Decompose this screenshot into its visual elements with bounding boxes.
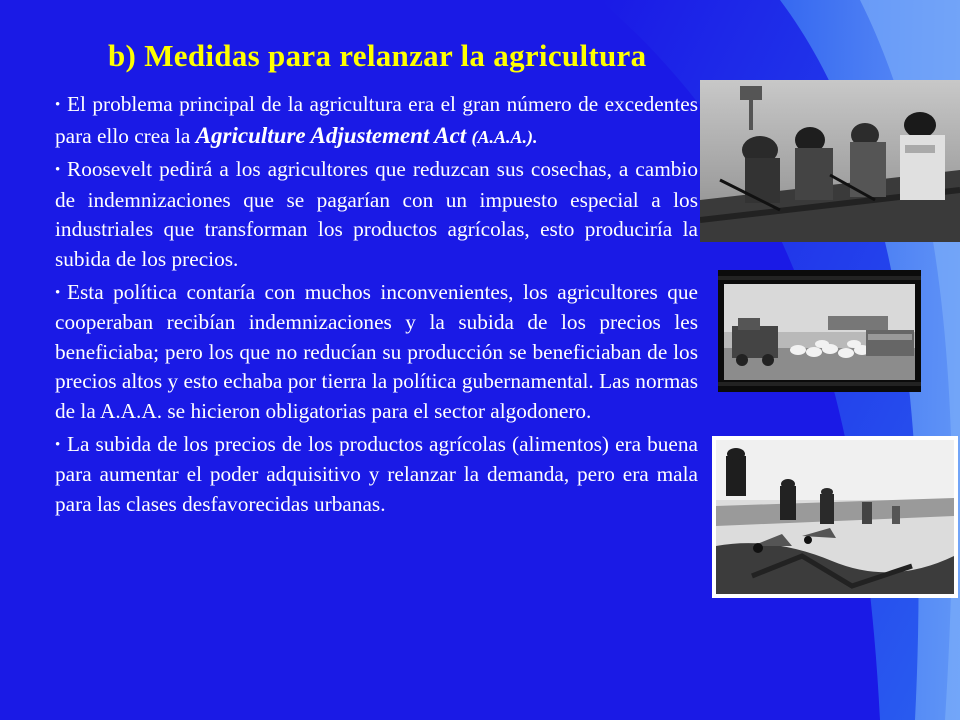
- bullet-list: [55, 90, 698, 522]
- bullet-item: [55, 430, 698, 520]
- bullet-emphasis: Agriculture Adjustement Act: [195, 122, 467, 148]
- bullet-item: [55, 155, 698, 274]
- bullet-dot-icon: •: [55, 97, 61, 113]
- bullet-item: [55, 278, 698, 427]
- bullet-text: La subida de los precios de los productos agrícolas (alimentos) era buena para aumentar el poder adquisitivo y relanzar la demanda, pero era mala para las clases desfavorecidas urbanas.: [55, 431, 698, 516]
- slide-title: b) Medidas para relanzar la agricultura: [108, 38, 647, 73]
- bullet-item: [55, 90, 698, 152]
- workers-with-wheelbarrows-photo: [712, 436, 958, 598]
- bullet-text: Roosevelt pedirá a los agricultores que reduzcan sus cosechas, a cambio de indemnizaciones que se pagarían con un impuesto especial a los industriales que transforman los productos agrícolas, esto produciría la subida de los precios.: [55, 157, 698, 271]
- bullet-dot-icon: •: [55, 284, 61, 301]
- bullet-dot-icon: •: [55, 162, 61, 179]
- farm-workers-digging-photo: [700, 80, 960, 242]
- bullet-text: Esta política contaría con muchos inconvenientes, los agricultores que cooperaban recibían indemnizaciones y la subida de los precios les beneficiaba; pero los que no reducían su producción se beneficiaban de los precios altos y esto echaba por tierra la política gubernamental. Las normas de la A.A.A. se hicieron obligatorias para el sector algodonero.: [55, 279, 698, 423]
- bullet-emphasis-suffix: (A.A.A.).: [471, 126, 538, 147]
- sheep-and-trucks-photo: [718, 270, 921, 392]
- bullet-dot-icon: •: [55, 436, 61, 453]
- bullet-text: El problema principal de la agricultura era el gran número de excedentes para ello crea la: [55, 92, 698, 148]
